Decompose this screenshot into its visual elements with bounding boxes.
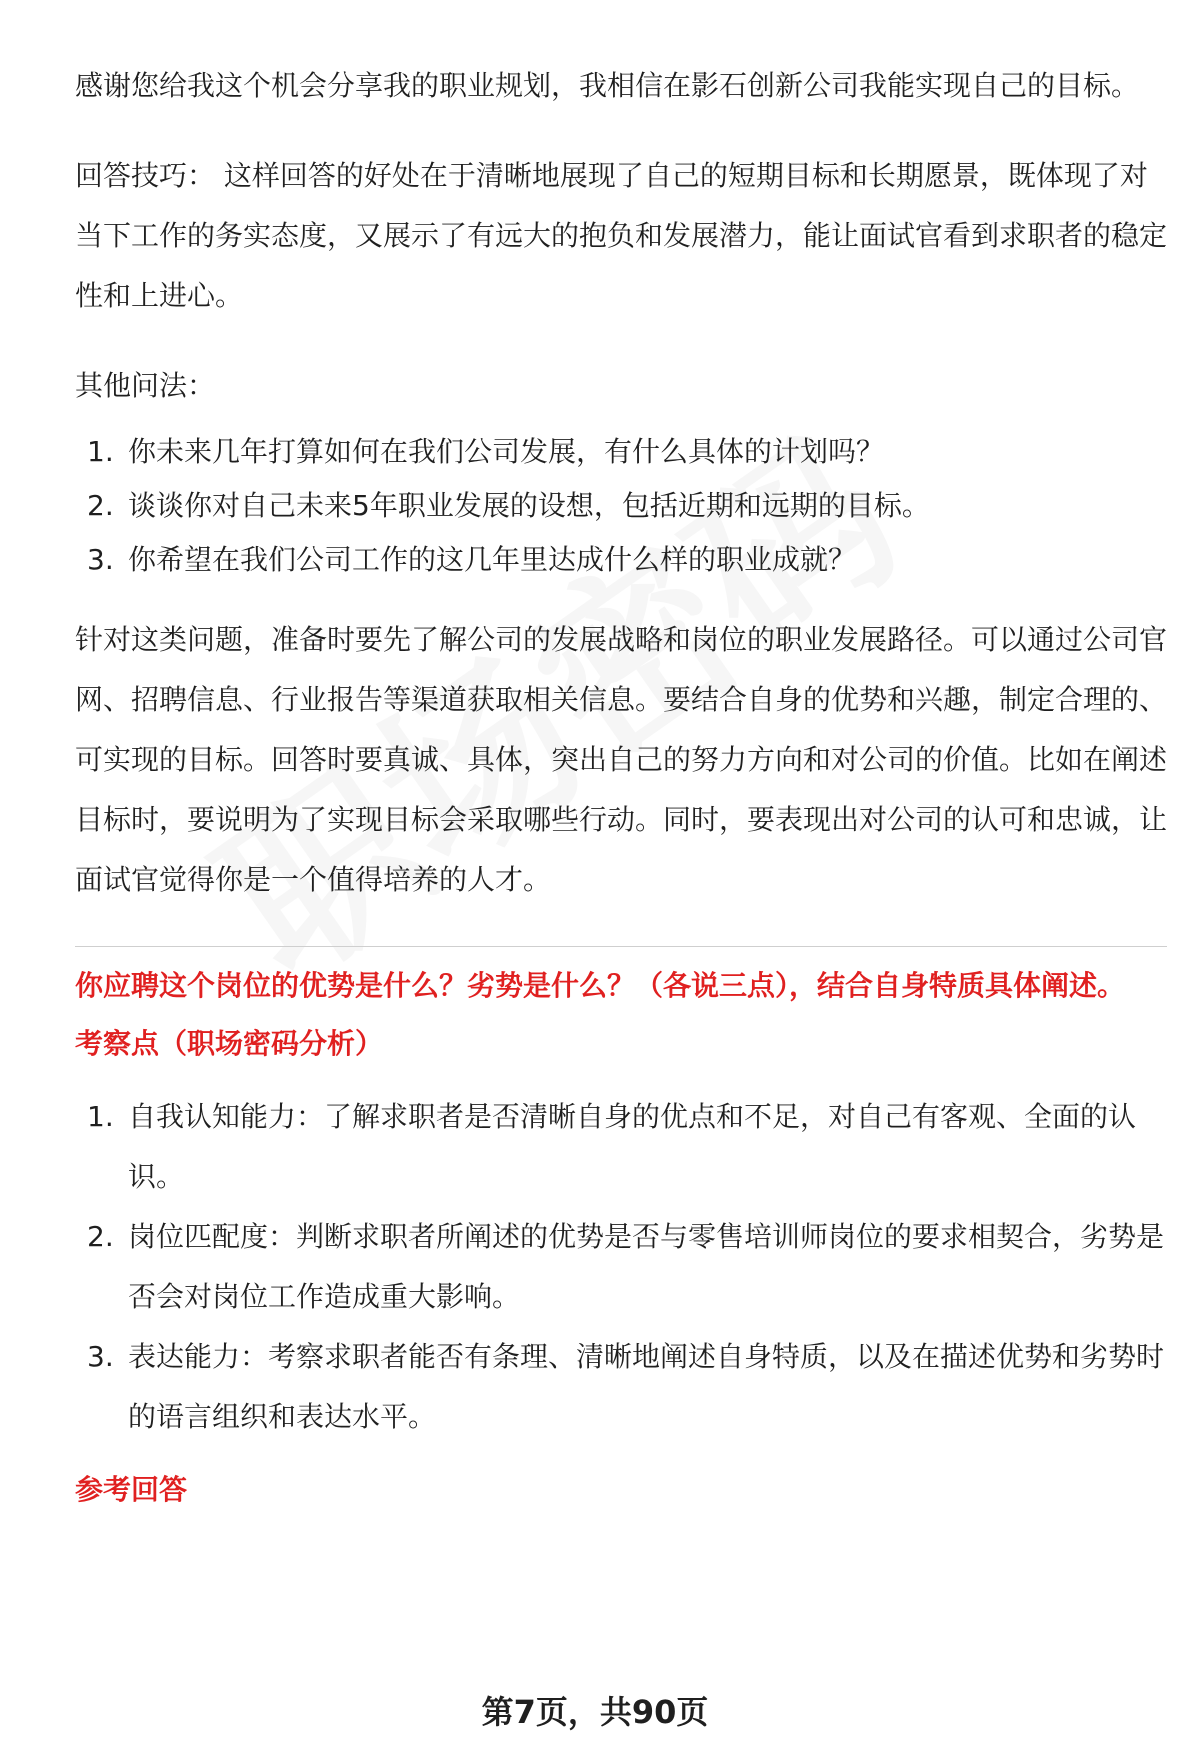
question-heading: 你应聘这个岗位的优势是什么？劣势是什么？（各说三点），结合自身特质具体阐述。 bbox=[75, 969, 1126, 1002]
list-number: 2. bbox=[87, 489, 114, 522]
list-number: 1. bbox=[87, 435, 114, 468]
other-questions-list bbox=[75, 422, 1170, 590]
list-item-text: 岗位匹配度：判断求职者所阐述的优势是否与零售培训师岗位的要求相契合，劣势是否会对岗位工作造成重大影响。 bbox=[128, 1220, 1165, 1313]
list-item-text: 你未来几年打算如何在我们公司发展，有什么具体的计划吗？ bbox=[128, 435, 885, 468]
answer-tip-paragraph: 回答技巧： 这样回答的好处在于清晰地展现了自己的短期目标和长期愿景，既体现了对当下工作的务实态度，又展示了有远大的抱负和发展潜力，能让面试官看到求职者的稳定性和上进心。 bbox=[75, 159, 1168, 312]
list-number: 3. bbox=[87, 1340, 114, 1373]
list-item bbox=[75, 530, 1170, 590]
list-item bbox=[75, 1207, 1170, 1327]
list-item-text: 谈谈你对自己未来5年职业发展的设想，包括近期和远期的目标。 bbox=[128, 489, 930, 522]
closing-paragraph: 感谢您给我这个机会分享我的职业规划，我相信在影石创新公司我能实现自己的目标。 bbox=[75, 69, 1140, 102]
exam-points-heading: 考察点（职场密码分析） bbox=[75, 1027, 384, 1060]
section-divider bbox=[75, 946, 1167, 947]
list-number: 1. bbox=[87, 1100, 114, 1133]
other-questions-label: 其他问法： bbox=[75, 369, 216, 402]
reference-answer-heading: 参考回答 bbox=[75, 1473, 188, 1506]
list-item-text: 自我认知能力：了解求职者是否清晰自身的优点和不足，对自己有客观、全面的认识。 bbox=[128, 1100, 1137, 1193]
exam-points-list bbox=[75, 1087, 1170, 1447]
preparation-advice-paragraph: 针对这类问题，准备时要先了解公司的发展战略和岗位的职业发展路径。可以通过公司官网、招聘信息、行业报告等渠道获取相关信息。要结合自身的优势和兴趣，制定合理的、可实现的目标。回答时要真诚、具体，突出自己的努力方向和对公司的价值。比如在阐述目标时，要说明为了实现目标会采取哪些行动。同时，要表现出对公司的认可和忠诚，让面试官觉得你是一个值得培养的人才。 bbox=[75, 623, 1168, 896]
page-number-footer: 第7页，共90页 bbox=[481, 1693, 709, 1731]
list-item bbox=[75, 476, 1170, 536]
list-number: 3. bbox=[87, 543, 114, 576]
list-item bbox=[75, 1327, 1170, 1447]
document-page bbox=[75, 56, 1170, 1533]
list-item bbox=[75, 422, 1170, 482]
list-item-text: 你希望在我们公司工作的这几年里达成什么样的职业成就？ bbox=[128, 543, 857, 576]
list-item-text: 表达能力：考察求职者能否有条理、清晰地阐述自身特质，以及在描述优势和劣势时的语言组织和表达水平。 bbox=[128, 1340, 1165, 1433]
list-item bbox=[75, 1087, 1170, 1207]
list-number: 2. bbox=[87, 1220, 114, 1253]
